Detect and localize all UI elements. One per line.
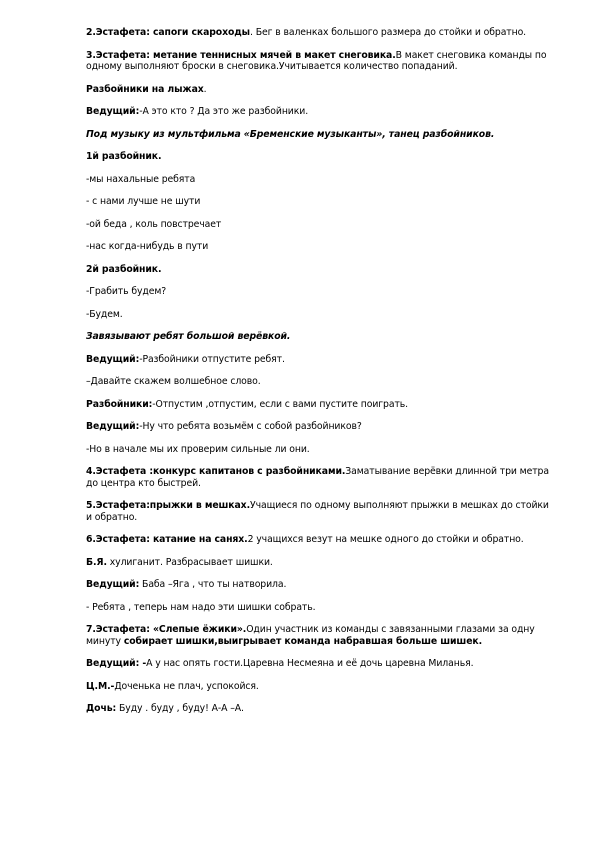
relay-5 <box>86 500 556 523</box>
speech-text: -А это кто ? Да это же разбойники. <box>139 106 309 117</box>
dialog-text: -Грабить будем? <box>86 286 167 297</box>
relay-2 <box>86 27 556 39</box>
host-line-1 <box>86 106 556 118</box>
speaker-label: Б.Я. <box>86 556 107 568</box>
speaker-label: 2й разбойник. <box>86 263 162 275</box>
verse-line-2 <box>86 196 556 208</box>
dialog-line-will <box>86 309 556 321</box>
stage-direction-rope <box>86 331 556 343</box>
speech-text: Буду . буду , буду! А-А –А. <box>116 703 244 714</box>
relay-4-text: Заматывание верёвки длинной три метра до центра кто быстрей. <box>86 466 549 489</box>
speech-text: А у нас опять гости.Царевна Несмеяна и её дочь царевна Миланья. <box>146 658 474 669</box>
robbers-line <box>86 399 556 411</box>
robber-1-heading <box>86 151 556 163</box>
verse-line-1 <box>86 174 556 186</box>
speech-text: Доченька не плач, успокойся. <box>114 680 259 692</box>
speech-text: -Но в начале мы их проверим сильные ли они. <box>86 443 310 455</box>
relay-6 <box>86 534 556 546</box>
speaker-label: Ведущий: <box>86 579 140 590</box>
verse-text: - с нами лучше не шути <box>86 196 201 207</box>
robber-2-heading <box>86 264 556 276</box>
relay-6-text: 2 учащихся везут на мешке одного до стойки и обратно. <box>247 534 524 545</box>
robbers-on-skis-text: . <box>203 83 207 95</box>
verse-line-3 <box>86 219 556 231</box>
document-body <box>86 27 556 726</box>
stage-direction-text: Завязывают ребят большой верёвкой. <box>86 331 291 342</box>
stage-direction-dance <box>86 129 556 141</box>
verse-line-4 <box>86 241 556 253</box>
host-line-8 <box>86 658 556 670</box>
dialog-text: -Будем. <box>86 308 123 320</box>
relay-4 <box>86 466 556 489</box>
relay-7-text: Один участник из команды с завязанными глазами за одну минуту <box>86 624 535 647</box>
relay-7-heading: 7.Эстафета: «Слепые ёжики». <box>86 624 247 635</box>
robbers-on-skis <box>86 84 556 96</box>
verse-text: -нас когда-нибудь в пути <box>86 241 209 252</box>
speaker-label: 1й разбойник. <box>86 151 162 162</box>
speaker-label: Разбойники: <box>86 398 153 410</box>
verse-text: -мы нахальные ребята <box>86 173 196 185</box>
speech-text: -Отпустим ,отпустим, если с вами пустите поиграть. <box>152 398 409 410</box>
relay-5-heading: 5.Эстафета:прыжки в мешках. <box>86 500 251 511</box>
relay-7-result: собирает шишки,выигрывает команда набравшая больше шишек. <box>123 635 483 647</box>
relay-2-text: . Бег в валенках большого размера до стойки и обратно. <box>249 27 527 38</box>
speaker-label: Ведущий: <box>86 106 140 117</box>
speaker-label: Ц.М.- <box>86 680 115 692</box>
speech-text: хулиганит. Разбрасывает шишки. <box>106 556 273 568</box>
robbers-on-skis-heading: Разбойники на лыжах <box>86 83 204 95</box>
verse-text: -ой беда , коль повстречает <box>86 218 222 230</box>
baba-yaga-line <box>86 557 556 569</box>
speech-text: -Ну что ребята возьмём с собой разбойников? <box>139 421 362 432</box>
stage-direction-text: Под музыку из мультфильма «Бременские музыканты», танец разбойников. <box>86 128 495 140</box>
speaker-label: Ведущий: - <box>86 658 147 669</box>
relay-2-heading: 2.Эстафета: сапоги скароходы <box>86 27 250 38</box>
speaker-label: Дочь: <box>86 703 117 714</box>
host-line-4 <box>86 421 556 433</box>
relay-3 <box>86 50 556 73</box>
host-line-3 <box>86 376 556 388</box>
host-line-6 <box>86 579 556 591</box>
relay-4-heading: 4.Эстафета :конкурс капитанов с разбойниками. <box>86 466 346 477</box>
relay-5-text: Учащиеся по одному выполняют прыжки в мешках до стойки и обратно. <box>86 500 549 523</box>
speaker-label: Ведущий: <box>86 353 140 365</box>
daughter-line <box>86 703 556 715</box>
dialog-line-rob <box>86 286 556 298</box>
speech-text: –Давайте скажем волшебное слово. <box>86 376 261 387</box>
relay-6-heading: 6.Эстафета: катание на санях. <box>86 534 248 545</box>
speech-text: - Ребята , теперь нам надо эти шишки собрать. <box>86 601 316 613</box>
host-line-2 <box>86 354 556 366</box>
relay-3-text: В макет снеговика команды по одному выполняют броски в снеговика.Учитывается количество попаданий. <box>86 49 547 72</box>
host-line-7 <box>86 602 556 614</box>
relay-7 <box>86 624 556 647</box>
host-line-5 <box>86 444 556 456</box>
tsarevna-line <box>86 681 556 693</box>
relay-3-heading: 3.Эстафета: метание теннисных мячей в макет снеговика. <box>86 49 396 61</box>
speech-text: Баба –Яга , что ты натворила. <box>139 579 287 590</box>
speech-text: -Разбойники отпустите ребят. <box>139 353 285 365</box>
speaker-label: Ведущий: <box>86 421 140 432</box>
